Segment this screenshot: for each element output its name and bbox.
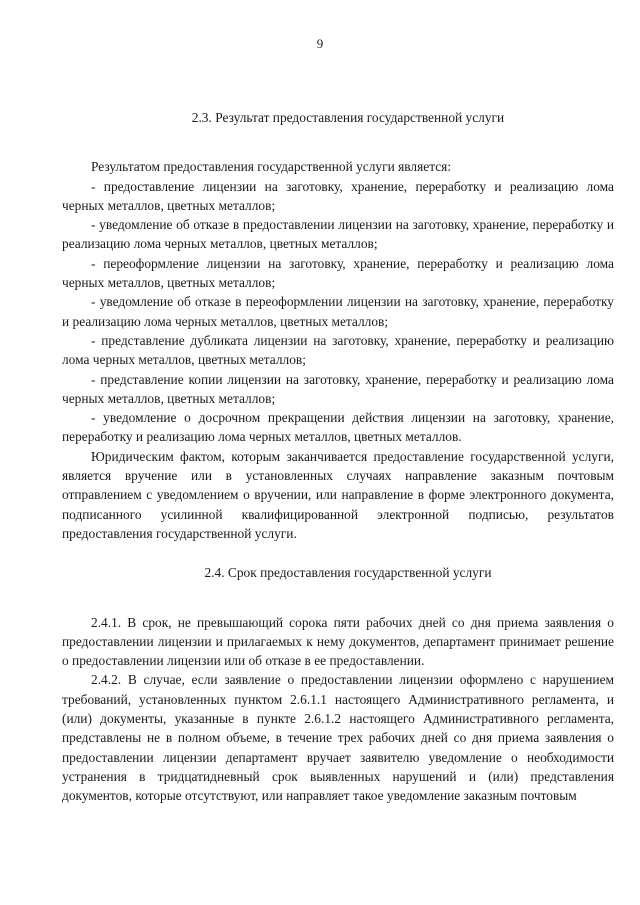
section-2-3-body xyxy=(62,157,614,543)
list-item: - представление дубликата лицензии на заготовку, хранение, переработку и реализацию лома черных металлов, цветных металлов; xyxy=(62,332,614,368)
document-body xyxy=(62,108,614,806)
section-heading-2-4: 2.4. Срок предоставления государственной услуги xyxy=(204,565,492,581)
section-2-4-body xyxy=(62,613,614,806)
list-item: - переоформление лицензии на заготовку, хранение, переработку и реализацию лома черных металлов, цветных металлов; xyxy=(62,255,614,291)
list-item: - представление копии лицензии на заготовку, хранение, переработку и реализацию лома черных металлов, цветных металлов; xyxy=(62,371,614,406)
section-heading-2-3: 2.3. Результат предоставления государственной услуги xyxy=(191,110,505,125)
list-item: - предоставление лицензии на заготовку, хранение, переработку и реализацию лома черных металлов, цветных металлов; xyxy=(62,178,614,213)
list-item: - уведомление об отказе в предоставлении лицензии на заготовку, хранение, переработку и реализацию лома черных металлов, цветных металлов; xyxy=(62,217,614,252)
list-item: - уведомление об отказе в переоформлении лицензии на заготовку, хранение, переработку и реализацию лома черных металлов, цветных металлов; xyxy=(62,294,614,329)
paragraph: Юридическим фактом, которым заканчивается предоставление государственной услуги, является вручение или в установленных случаях направление заказным почтовым отправлением с уведомлением о вручении, или направление в форме электронного документа, подписанного усилинной квалифицированной электронной подписью, результатов предоставления государственной услуги. xyxy=(62,448,614,541)
list-item: - уведомление о досрочном прекращении действия лицензии на заготовку, хранение, переработку и реализацию лома черных металлов, цветных металлов. xyxy=(62,410,614,445)
paragraph: 2.4.1. В срок, не превышающий сорока пяти рабочих дней со дня приема заявления о предоставлении лицензии и прилагаемых к нему документов, департамент принимает решение о предоставлении лицензии или об отказе в ее предоставлении. xyxy=(62,614,614,669)
page-number: 9 xyxy=(316,36,324,51)
paragraph: 2.4.2. В случае, если заявление о предоставлении лицензии оформлено с нарушением требований, установленных пунктом 2.6.1.1 настоящего Административного регламента, и (или) документы, указанные в пункте 2.6.1.2 настоящего Административного регламента, представлены не в полном объеме, в течение трех рабочих дней со дня приема заявления о предоставлении лицензии департамент вручает заявителю уведомление о необходимости устранения в тридцатидневный срок выявленных нарушений и (или) представления документов, которые отсутствуют, или направляет такое уведомление заказным почтовым xyxy=(62,672,614,804)
paragraph: Результатом предоставления государственной услуги является: xyxy=(91,159,452,175)
